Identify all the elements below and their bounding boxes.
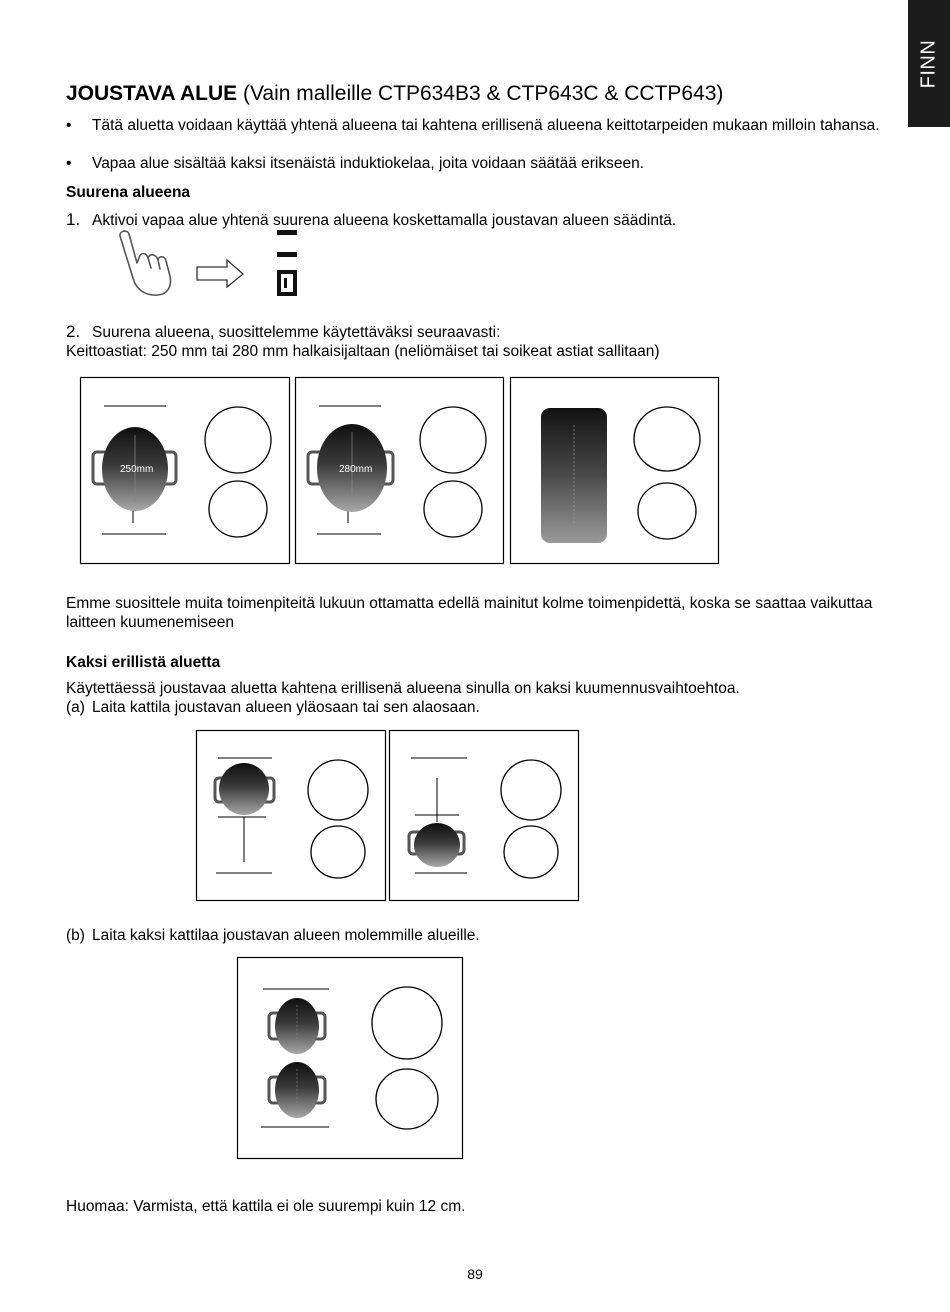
two-zones-intro: Käytettäessä joustavaa aluetta kahtena erillisenä alueena sinulla on kaksi kuumennusvaihtoehtoa. — [66, 680, 740, 697]
hob-diagram-280mm — [295, 377, 507, 565]
activation-illustration — [110, 228, 310, 303]
hob-diagram-two-pans — [237, 957, 465, 1161]
footnote: Huomaa: Varmista, että kattila ei ole suurempi kuin 12 cm. — [66, 1198, 466, 1215]
flex-zone-display-icon — [277, 230, 297, 296]
option-a-label: (a) — [66, 699, 85, 716]
bullet-text: Vapaa alue sisältää kaksi itsenäistä induktiokelaa, joita voidaan säätää erikseen. — [92, 155, 645, 172]
page-title — [66, 82, 723, 106]
option-b-text: Laita kaksi kattilaa joustavan alueen molemmille alueille. — [92, 927, 480, 944]
page-number: 89 — [467, 1266, 483, 1282]
hob-diagram-top-zone — [196, 730, 388, 902]
page-title-models: (Vain malleille CTP634B3 & CTP643C & CCTP643) — [237, 82, 724, 105]
bullet-symbol: • — [66, 117, 72, 134]
step-1 — [66, 210, 677, 230]
arrow-right-icon — [197, 260, 243, 287]
option-a — [66, 698, 480, 717]
page-title-bold: JOUSTAVA ALUE — [66, 82, 238, 105]
option-b — [66, 926, 480, 945]
section-heading-two-zones: Kaksi erillistä aluetta — [66, 654, 221, 671]
pan-size-label: 280mm — [339, 464, 373, 475]
bullet-text: Tätä aluetta voidaan käyttää yhtenä alueena tai kahtena erillisenä alueena keittotarpeiden mukaan milloin tahansa. — [92, 117, 880, 134]
option-b-label: (b) — [66, 927, 85, 944]
touching-hand-icon — [120, 231, 171, 295]
cookware-sizes: Keittoastiat: 250 mm tai 280 mm halkaisijaltaan (neliömäiset tai soikeat astiat sallitaan) — [66, 343, 660, 360]
section-heading-large-zone: Suurena alueena — [66, 184, 191, 201]
step-1-number: 1. — [66, 210, 81, 229]
step-2 — [66, 322, 501, 342]
step-1-text: Aktivoi vapaa alue yhtenä suurena alueena koskettamalla joustavan alueen säädintä. — [92, 212, 677, 229]
pan-size-label: 250mm — [120, 464, 154, 475]
language-tab-label: FINN — [917, 39, 940, 88]
hob-diagram-bottom-zone — [389, 730, 581, 902]
bullet-symbol: • — [66, 155, 72, 172]
hob-diagram-250mm — [80, 377, 292, 565]
language-tab — [908, 0, 950, 127]
option-a-text: Laita kattila joustavan alueen yläosaan tai sen alaosaan. — [92, 699, 480, 716]
recommendation-note: Emme suosittele muita toimenpiteitä lukuun ottamatta edellä mainitut kolme toimenpidettä, koska se saattaa vaikuttaa laitteen kuumenemiseen — [66, 595, 873, 631]
step-2-number: 2. — [66, 322, 81, 341]
step-2-text: Suurena alueena, suosittelemme käytettäväksi seuraavasti: — [92, 324, 501, 341]
hob-diagram-rectangular — [510, 377, 722, 565]
